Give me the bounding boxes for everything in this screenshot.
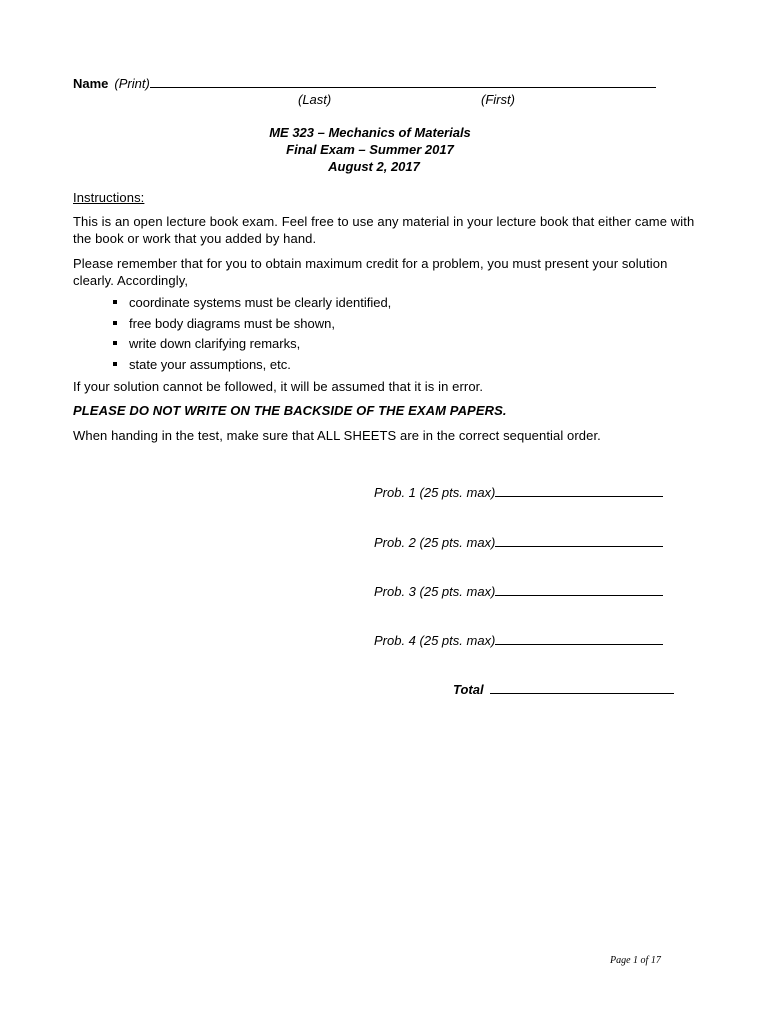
last-name-label: (Last)	[298, 92, 332, 107]
score-row-prob-1	[374, 484, 663, 500]
instructions-paragraph-2: Please remember that for you to obtain maximum credit for a problem, you must present your solution clearly. Accordingly,	[73, 256, 668, 288]
list-item-text: free body diagrams must be shown,	[129, 315, 335, 331]
course-title: ME 323 – Mechanics of Materials	[269, 125, 471, 140]
list-item	[113, 314, 391, 335]
bullet-icon	[113, 321, 117, 325]
bullet-icon	[113, 341, 117, 345]
bullet-icon	[113, 300, 117, 304]
score-blank-line[interactable]	[495, 583, 663, 596]
exam-title: Final Exam – Summer 2017	[286, 142, 454, 157]
page-number: Page 1 of 17	[610, 955, 661, 966]
first-name-label: (First)	[481, 92, 515, 107]
instructions-paragraph-1: This is an open lecture book exam. Feel free to use any material in your lecture book that either came with the book or work that you added by hand.	[73, 214, 695, 246]
handin-note: When handing in the test, make sure that ALL SHEETS are in the correct sequential order.	[73, 428, 601, 443]
score-label: Prob. 4 (25 pts. max)	[374, 633, 496, 648]
requirements-list	[113, 293, 391, 376]
score-label: Prob. 3 (25 pts. max)	[374, 584, 496, 599]
score-row-prob-2	[374, 534, 663, 550]
instructions-heading: Instructions:	[73, 190, 145, 205]
score-row-prob-3	[374, 583, 663, 599]
list-item	[113, 293, 391, 314]
score-label: Prob. 2 (25 pts. max)	[374, 535, 496, 550]
total-score-row	[453, 681, 674, 697]
list-item-text: state your assumptions, etc.	[129, 357, 291, 373]
score-label: Prob. 1 (25 pts. max)	[374, 485, 496, 500]
list-item	[113, 355, 391, 376]
warning-note: PLEASE DO NOT WRITE ON THE BACKSIDE OF THE EXAM PAPERS.	[73, 403, 507, 418]
list-item-text: coordinate systems must be clearly identified,	[129, 295, 392, 310]
score-blank-line[interactable]	[495, 484, 663, 497]
score-row-prob-4	[374, 632, 663, 648]
score-blank-line[interactable]	[495, 534, 663, 547]
list-item	[113, 334, 391, 355]
score-blank-line[interactable]	[495, 632, 663, 645]
total-label: Total	[453, 682, 484, 697]
print-label: (Print)	[114, 76, 150, 91]
name-field-row	[73, 74, 656, 91]
exam-date: August 2, 2017	[328, 159, 420, 174]
name-label: Name	[73, 76, 109, 91]
total-blank-line[interactable]	[490, 681, 674, 694]
list-item-text: write down clarifying remarks,	[129, 336, 301, 352]
bullet-icon	[113, 362, 117, 366]
name-blank-line[interactable]	[150, 74, 656, 88]
error-note: If your solution cannot be followed, it will be assumed that it is in error.	[73, 379, 484, 394]
